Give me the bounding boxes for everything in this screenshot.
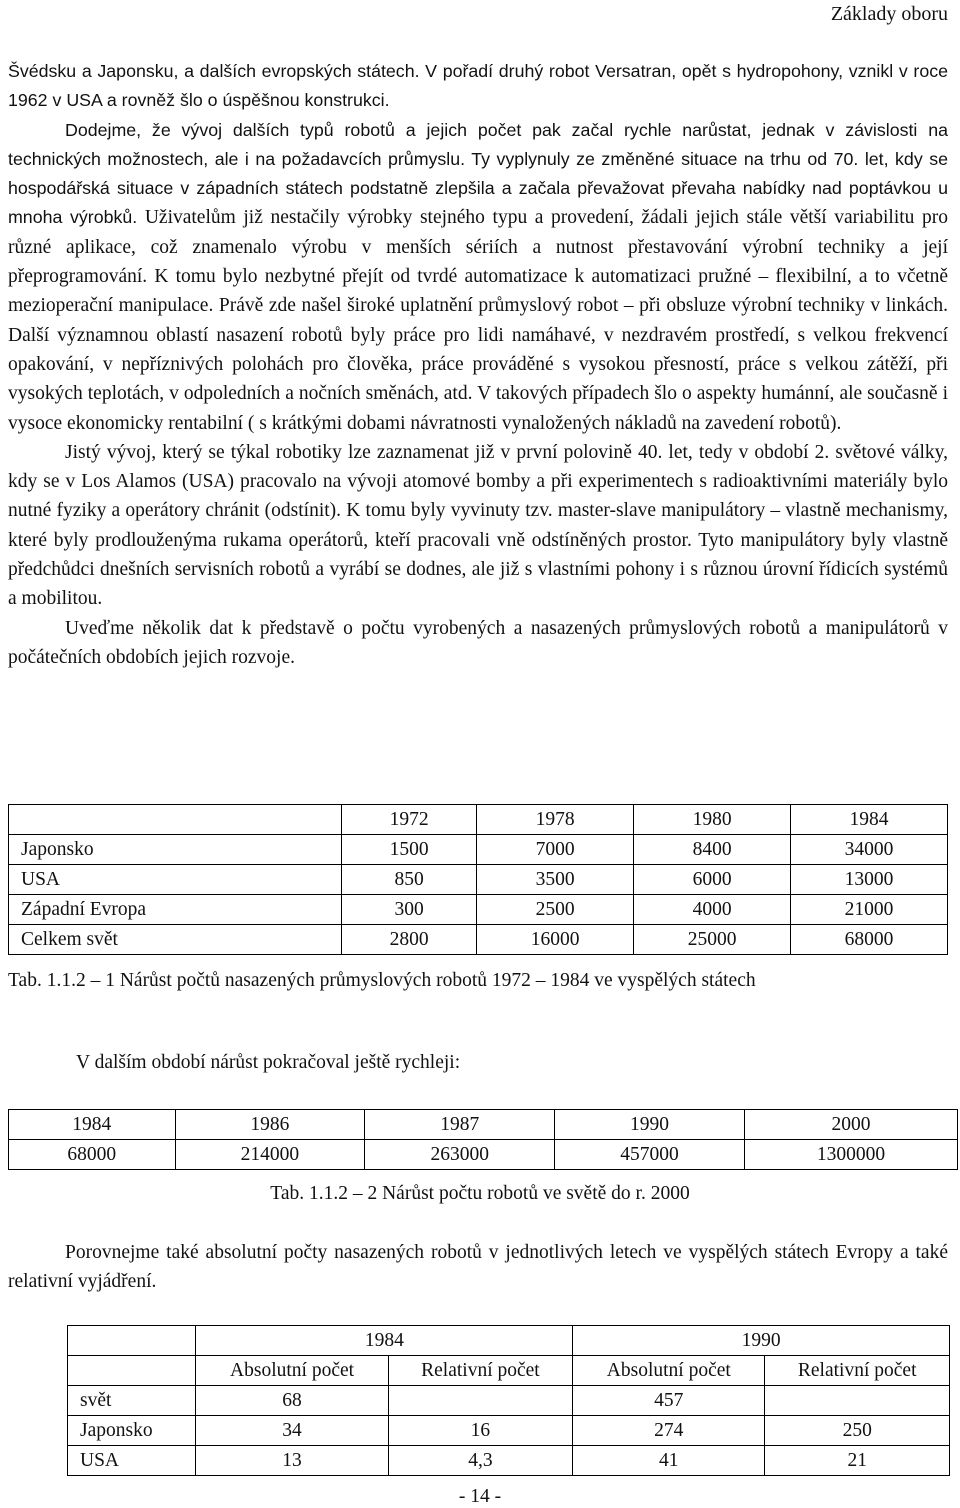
paragraph-2-part-b: Uživatelům již nestačily výrobky stejného typu a provedení, žádali jejich stále větší variabilitu pro různé aplikace, což znamenalo výrobu v menších sériích a nutnost přestavování výrobní techniky a její přeprogramování. bbox=[8, 207, 948, 288]
table-corner-cell bbox=[68, 1356, 196, 1386]
table-header-cell: Relativní počet bbox=[388, 1356, 573, 1386]
table-header-cell: Absolutní počet bbox=[573, 1356, 765, 1386]
table-cell: 274 bbox=[573, 1416, 765, 1446]
table-row-label: Japonsko bbox=[68, 1416, 196, 1446]
table-cell: 13000 bbox=[791, 865, 948, 895]
table-header-cell: 1978 bbox=[477, 805, 634, 835]
table-row bbox=[68, 1446, 950, 1476]
robots-table-absolute-relative bbox=[67, 1325, 950, 1476]
table-cell: 1300000 bbox=[744, 1140, 957, 1170]
table-year-cell: 1990 bbox=[573, 1326, 950, 1356]
table-header-cell bbox=[9, 805, 342, 835]
running-header: Základy oboru bbox=[830, 3, 948, 25]
table-row-label: Celkem svět bbox=[9, 925, 342, 955]
paragraph-2-part-d: Další významnou oblastí nasazení robotů byly práce pro lidi namáhavé, v nezdravém prostředí, s velkou frekvencí opakování, v nepříznivých polohách pro člověka, práce prováděné s vysokou přesností, práce s velkou zátěží, při vysokých teplotách, v odpoledních a nočních směnách, atd. V takových případech šlo o aspekty humánní, ale současně i vysoce ekonomicky rentabilní ( s krátkými dobami návratnosti vynaložených nákladů na zavedení robotů). bbox=[8, 324, 948, 434]
table-row bbox=[68, 1386, 950, 1416]
table-cell: 2000 bbox=[744, 1110, 957, 1140]
table-cell: 850 bbox=[342, 865, 477, 895]
table-cell: 68 bbox=[196, 1386, 388, 1416]
table-year-row bbox=[68, 1326, 950, 1356]
table-2-intro: V dalším období nárůst pokračoval ještě rychleji: bbox=[76, 1052, 461, 1073]
table-header-row bbox=[9, 805, 948, 835]
table-year-cell: 1984 bbox=[196, 1326, 573, 1356]
table-row-label: svět bbox=[68, 1386, 196, 1416]
table-cell: 3500 bbox=[477, 865, 634, 895]
table-header-cell: 1984 bbox=[791, 805, 948, 835]
paragraph-2-part-a: Dodejme, že vývoj dalších typů robotů a jejich počet pak začal rychle narůstat, jednak v závislosti na technických možnostech, ale i na požadavcích průmyslu. Ty vyplynuly ze změněné situace na trhu od 70. let, kdy se hospodářská situace v západních státech podstatně zlepšila a začala převažovat převaha nabídky nad poptávkou u mnoha výrobků. bbox=[8, 119, 948, 228]
table-header-row bbox=[68, 1356, 950, 1386]
table-header-cell: Absolutní počet bbox=[196, 1356, 388, 1386]
paragraph-1: Švédsku a Japonsku, a dalších evropských státech. V pořadí druhý robot Versatran, opět s hydropohony, vznikl v roce 1962 v USA a rovněž šlo o úspěšnou konstrukci. bbox=[8, 61, 948, 111]
table-header-cell: 1972 bbox=[342, 805, 477, 835]
table-cell: 1986 bbox=[175, 1110, 365, 1140]
table-cell: 250 bbox=[765, 1416, 950, 1446]
table-header-cell: 1980 bbox=[634, 805, 791, 835]
table-cell: 41 bbox=[573, 1446, 765, 1476]
table-cell: 8400 bbox=[634, 835, 791, 865]
table-cell bbox=[765, 1386, 950, 1416]
table-row bbox=[9, 1110, 958, 1140]
table-cell: 300 bbox=[342, 895, 477, 925]
table-cell: 16 bbox=[388, 1416, 573, 1446]
robots-table-1984-2000 bbox=[8, 1109, 958, 1170]
table-cell: 2800 bbox=[342, 925, 477, 955]
table-cell: 68000 bbox=[9, 1140, 176, 1170]
table-cell: 1987 bbox=[365, 1110, 555, 1140]
table-row-label: Japonsko bbox=[9, 835, 342, 865]
table-cell: 6000 bbox=[634, 865, 791, 895]
table-cell: 4,3 bbox=[388, 1446, 573, 1476]
table-cell: 68000 bbox=[791, 925, 948, 955]
table-cell: 21 bbox=[765, 1446, 950, 1476]
paragraph-3: Jistý vývoj, který se týkal robotiky lze zaznamenat již v první polovině 40. let, tedy v období 2. světové války, kdy se v Los Alamos (USA) pracovalo na vývoji atomové bomby a při experimentech s radioaktivními materiály bylo nutné fyziky a operátory chránit (odstínit). K tomu byly vyvinuty tzv. master-slave manipulátory – vlastně mechanismy, které byly prodlouženýma rukama operátorů, kteří pracovali vně odstíněných prostor. Tyto manipulátory byly vlastně předchůdci dnešních servisních robotů a vyrábí se dodnes, ale již s vlastními pohony i s různou úrovní řídicích systémů a mobilitou. bbox=[8, 441, 948, 610]
table-row bbox=[9, 865, 948, 895]
table-cell: 1500 bbox=[342, 835, 477, 865]
paragraph-2-part-c: K tomu bylo nezbytné přejít od tvrdé automatizace k automatizaci pružné – flexibilní, a to včetně mezioperační manipulace. Právě zde našel široké uplatnění průmyslový robot – při obsluze výrobní techniky v linkách. bbox=[8, 266, 948, 317]
paragraph-4: Uveďme několik dat k představě o počtu vyrobených a nasazených průmyslových robotů a manipulátorů v počátečních obdobích jejich rozvoje. bbox=[8, 617, 948, 668]
robots-table-1972-1984 bbox=[8, 804, 948, 955]
table-cell: 34000 bbox=[791, 835, 948, 865]
table-cell: 34 bbox=[196, 1416, 388, 1446]
table-cell: 1984 bbox=[9, 1110, 176, 1140]
table-corner-cell bbox=[68, 1326, 196, 1356]
table-cell: 1990 bbox=[555, 1110, 745, 1140]
table-1-caption: Tab. 1.1.2 – 1 Nárůst počtů nasazených průmyslových robotů 1972 – 1984 ve vyspělých státech bbox=[8, 970, 756, 991]
table-row-label: USA bbox=[9, 865, 342, 895]
table-cell: 16000 bbox=[477, 925, 634, 955]
table-row bbox=[9, 835, 948, 865]
table-cell: 21000 bbox=[791, 895, 948, 925]
table-cell: 457000 bbox=[555, 1140, 745, 1170]
table-cell: 4000 bbox=[634, 895, 791, 925]
table-row bbox=[9, 925, 948, 955]
table-cell: 13 bbox=[196, 1446, 388, 1476]
table-row-label: Západní Evropa bbox=[9, 895, 342, 925]
table-cell: 263000 bbox=[365, 1140, 555, 1170]
table-row bbox=[9, 895, 948, 925]
table-cell: 457 bbox=[573, 1386, 765, 1416]
table-cell: 2500 bbox=[477, 895, 634, 925]
table-2-caption: Tab. 1.1.2 – 2 Nárůst počtu robotů ve světě do r. 2000 bbox=[270, 1183, 690, 1204]
page-number: - 14 - bbox=[458, 1486, 502, 1507]
paragraph-2 bbox=[8, 116, 948, 438]
table-cell: 214000 bbox=[175, 1140, 365, 1170]
table-row bbox=[9, 1140, 958, 1170]
table-row-label: USA bbox=[68, 1446, 196, 1476]
table-cell: 25000 bbox=[634, 925, 791, 955]
table-cell: 7000 bbox=[477, 835, 634, 865]
table-header-cell: Relativní počet bbox=[765, 1356, 950, 1386]
table-row bbox=[68, 1416, 950, 1446]
table-cell bbox=[388, 1386, 573, 1416]
paragraph-5: Porovnejme také absolutní počty nasazených robotů v jednotlivých letech ve vyspělých státech Evropy a také relativní vyjádření. bbox=[8, 1242, 948, 1293]
